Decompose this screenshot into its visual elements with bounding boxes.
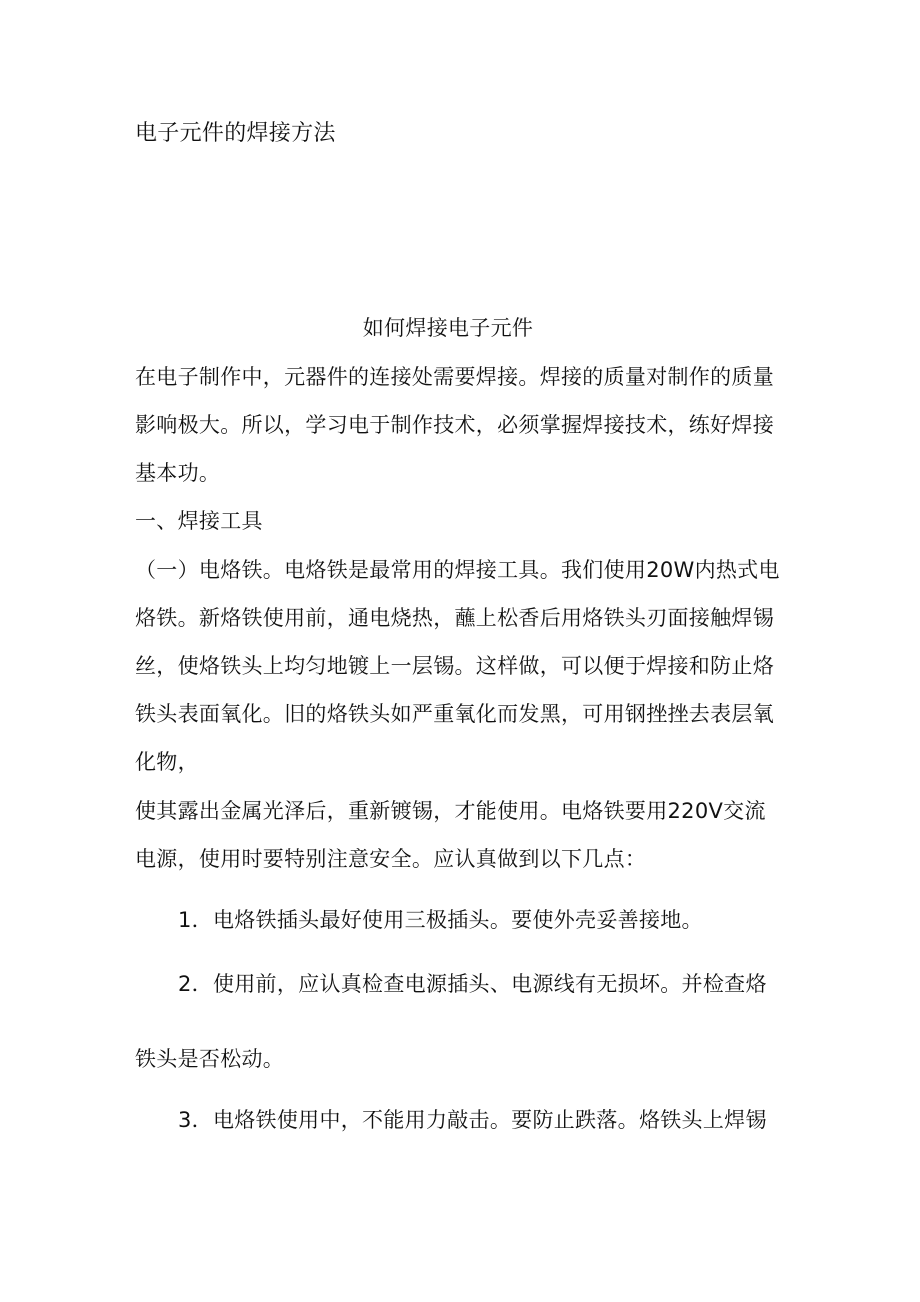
list-item-3: 3．电烙铁使用中，不能用力敲击。要防止跌落。烙铁头上焊锡 [178,1108,767,1132]
heading-tools: 一、焊接工具 [135,509,263,533]
paragraph-line: 基本功。 [135,461,221,485]
paragraph-line: 影响极大。所以，学习电于制作技术，必须掌握焊接技术，练好焊接 [135,413,774,437]
paragraph-line: （一）电烙铁。电烙铁是最常用的焊接工具。我们使用20W内热式电 [135,558,780,582]
paragraph-line: 化物， [135,750,199,774]
list-item-2: 2．使用前，应认真检查电源插头、电源线有无损坏。并检查烙 [178,972,767,996]
list-item-2-continuation: 铁头是否松动。 [135,1047,285,1071]
document-title: 电子元件的焊接方法 [135,121,336,146]
paragraph-line: 在电子制作中，元器件的连接处需要焊接。焊接的质量对制作的质量 [135,365,774,389]
paragraph-line: 使其露出金属光泽后，重新镀锡，才能使用。电烙铁要用220V交流 [135,799,766,823]
paragraph-line: 丝，使烙铁头上均匀地镀上一层锡。这样做，可以便于焊接和防止烙 [135,654,774,678]
paragraph-line: 烙铁。新烙铁使用前，通电烧热，蘸上松香后用烙铁头刃面接触焊锡 [135,606,774,630]
section-title: 如何焊接电子元件 [362,316,534,340]
list-item-1: 1．电烙铁插头最好使用三极插头。要使外壳妥善接地。 [178,908,703,932]
paragraph-line: 电源，使用时要特别注意安全。应认真做到以下几点： [135,847,647,871]
paragraph-line: 铁头表面氧化。旧的烙铁头如严重氧化而发黑，可用钢挫挫去表层氧 [135,702,774,726]
